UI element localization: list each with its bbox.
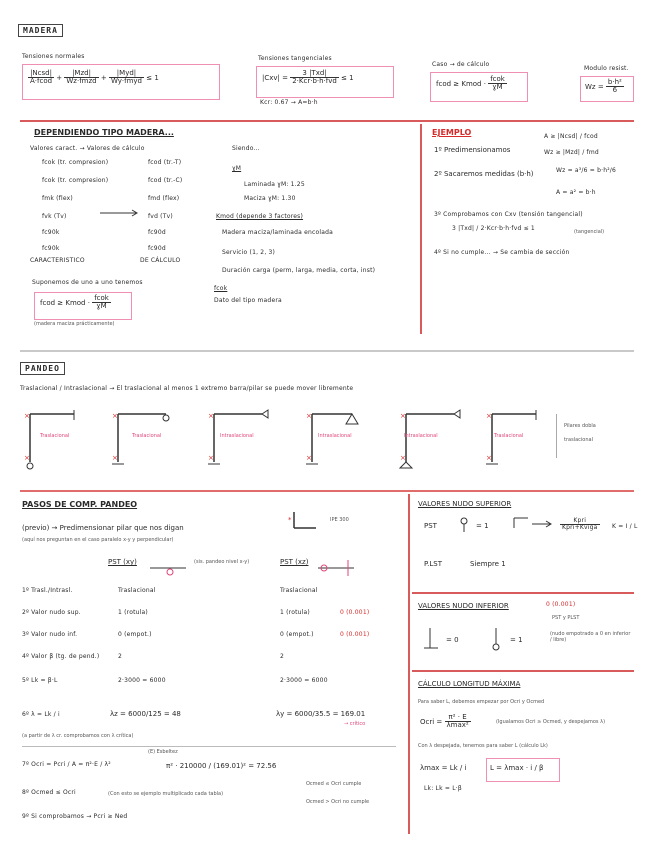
nudo-inf-v2: = 1 [510, 636, 523, 644]
pst-xz-label: PST (xz) [280, 558, 309, 566]
divider-v2 [408, 494, 410, 834]
pasos-row-a: 1 (rotula) [118, 609, 148, 616]
frame-diagram-1 [22, 410, 82, 472]
kmod-row: Duración carga (perm, larga, media, corta, inst) [222, 267, 376, 274]
lambda-a: λz = 6000/125 = 48 [110, 710, 181, 718]
ejemplo-step2-a: Wz = a³/6 = b·h²/6 [556, 167, 617, 174]
char-row: fc90k [42, 245, 60, 252]
nudo-sup-arrow [514, 516, 554, 532]
svg-text:×: × [400, 412, 406, 420]
lambda-b-note: → crítico [344, 721, 366, 727]
pandeo-box-label: Caso → de cálculo [432, 61, 490, 68]
pasos-row-b: 2 [280, 653, 285, 660]
pasos-row-a: Traslacional [118, 587, 156, 594]
calc-row: fvd (Tv) [148, 213, 173, 220]
char-row: fcok (tr. compresion) [42, 177, 109, 184]
pasos-row-b: 0 (empot.) [280, 631, 314, 638]
kmod-row: Servicio (1, 2, 3) [222, 249, 276, 256]
nudo-inf-note2: PST y PLST [552, 615, 580, 621]
pandeo-side-divider [556, 414, 557, 458]
calc-row: fcod (tr.-C) [148, 177, 183, 184]
nudo-sup-plst-val: Siempre 1 [470, 560, 506, 568]
svg-text:×: × [306, 454, 312, 462]
step7-mid: (E) Esbeltez [148, 749, 178, 755]
calculo-ocri: Ocri = $\frac{\text{π² · E}}{\text{λmax²}}$ [420, 713, 469, 730]
calc-row: fcod (tr.-T) [148, 159, 182, 166]
lambda-note: (a partir de λ cr. comprobamos con λ crítica) [22, 733, 134, 739]
pst-xz-diagram [318, 560, 358, 580]
char-row: fvk (Tv) [42, 213, 67, 220]
divider-4 [412, 592, 634, 594]
pst-xy-diagram [150, 560, 190, 580]
nudo-sup-pst: PST [424, 522, 437, 530]
pasos-row-b: Traslacional [280, 587, 318, 594]
pasos-title: PASOS DE COMP. PANDEO [22, 500, 138, 509]
divider-3 [20, 490, 634, 492]
pasos-row-b: 2·3000 = 6000 [280, 677, 328, 684]
nudo-sup-k: K = I / L [612, 523, 638, 530]
section-title-madera: MADERA [18, 24, 63, 37]
pandeo-intro: Traslacional / Intraslacional → El traslacional al menos 1 extremo barra/pilar se puede mover libremente [20, 385, 354, 392]
ejemplo-step3-note: (tangencial) [574, 229, 605, 235]
frame-diagram-4 [304, 410, 368, 472]
nudo-sup-pst-val: = 1 [476, 522, 489, 530]
kmod-row: Madera maciza/laminada encolada [222, 229, 333, 236]
tangencial-formula: |Cxv| = $\frac{\text{3 |Txd|}}{\text{2·Kcr·b·h·fvd}}$ ≤ 1 [262, 69, 354, 86]
ejemplo-step2-b: A = a² = b·h [556, 189, 596, 196]
tangencial-note: Kcr: 0.67 → A=b·h [260, 99, 318, 106]
pasos-row-label: 3º Valor nudo inf. [22, 631, 78, 638]
lambda-label: 6º λ = Lk / i [22, 711, 60, 718]
step7: 7º Ocri = Pcri / A = π²·E / λ² [22, 761, 111, 768]
frame-label: Intraslacional [404, 433, 438, 439]
pasos-table [22, 588, 402, 698]
ejemplo-step1-b: Wz ≥ |Mzd| / fmd [544, 149, 599, 156]
ejemplo-step4: 4º Si no cumple... → Se cambia de sección [434, 249, 570, 256]
pasos-row-a: 2 [118, 653, 123, 660]
calc-row: fc90d [148, 245, 166, 252]
frame-diagram-5 [398, 410, 462, 472]
calculo-line2: Con λ despejada, tenemos para saber L (cálculo Lk) [418, 743, 548, 749]
char-label: CARACTERISTICO [30, 257, 85, 264]
nudo-sup-title: VALORES NUDO SUPERIOR [418, 500, 512, 508]
frame-label: Intraslacional [220, 433, 254, 439]
pasos-row-a: 2·3000 = 6000 [118, 677, 166, 684]
ejemplo-step1-a: A ≥ |Ncsd| / fcod [544, 133, 598, 140]
calculo-ocri-note: (Igualamos Ocri ≥ Ocmed, y despejamos λ) [496, 719, 606, 725]
char-row: fcok (tr. compresion) [42, 159, 109, 166]
svg-text:×: × [400, 454, 406, 462]
ejemplo-step3-formula: 3 |Txd| / 2·Kcr·b·h·fvd ≤ 1 [452, 225, 535, 232]
depende-subtitle: Valores caract. → Valores de cálculo [30, 145, 145, 152]
svg-text:×: × [112, 454, 118, 462]
normal-formula: $\frac{\text{|Ncsd|}}{\text{A·fcod}}$ + $\frac{\text{|Mzd|}}{\text{Wz·fmzd}}$ + $\frac{\text{|Myd|}}{\text{Wy·fmyd}}$ ≤ 1 [30, 69, 159, 86]
char-row: fc90k [42, 229, 60, 236]
divider-1 [20, 120, 634, 122]
divider-5 [412, 670, 634, 672]
svg-text:×: × [486, 412, 492, 420]
tangencial-label: Tensiones tangenciales [258, 55, 332, 62]
char-row: fmk (flex) [42, 195, 73, 202]
ipe-profile-icon [290, 510, 320, 530]
lambda-b: λy = 6000/35.5 = 169.01 [276, 710, 366, 718]
pandeo-side-note: Pilares dobla [564, 423, 596, 429]
calc-label: DE CÁLCULO [140, 257, 181, 264]
calc-row: fc90d [148, 229, 166, 236]
divider-2 [20, 350, 634, 352]
nudo-sup-frac: $\frac{\text{Kpri}}{\text{Kpri+Kviga}}$ [562, 517, 598, 532]
pasos-row-label: 5º Lk = β·L [22, 677, 58, 684]
calculo-lmax: λmax = Lk / i [420, 764, 467, 772]
svg-text:×: × [306, 412, 312, 420]
depende-title: DEPENDIENDO TIPO MADERA... [34, 128, 174, 137]
svg-text:×: × [112, 412, 118, 420]
nudo-inf-fixed-icon [424, 628, 444, 656]
modulo-label: Modulo resist. [584, 65, 629, 72]
pasos-previo-note: (aquí nos preguntan en el caso paralelo x-y y perpendicular) [22, 537, 174, 543]
step9: 9º Si comprobamos → Pcri ≥ Ned [22, 813, 128, 820]
svg-text:×: × [24, 412, 30, 420]
frame-diagram-2 [110, 410, 174, 472]
lambda-bracket [22, 746, 396, 747]
nudo-inf-note3: (nudo empotrado a 0 en inferior / libre) [550, 631, 631, 643]
svg-text:*: * [288, 516, 292, 524]
formula-label: Suponemos de uno a uno tenemos [32, 279, 143, 286]
normal-label: Tensiones normales [22, 53, 85, 60]
formula: fcod ≥ Kmod · $\frac{\text{fcok}}{\text{ɣM}}$ [40, 294, 109, 311]
frame-label: Traslacional [494, 433, 524, 439]
step8-b: Ocmed > Ocri no cumple [306, 799, 370, 805]
frame-label: Traslacional [40, 433, 70, 439]
pasos-row-label: 1º Trasl./Intrasl. [22, 587, 73, 594]
ejemplo-step2: 2º Sacaremos medidas (b·h) [434, 170, 534, 178]
gamma-row: Laminada ɣM: 1.25 [244, 181, 305, 188]
pst-xy-note: (sis. pandeo nivel x-y) [194, 559, 250, 565]
section-title-pandeo: PANDEO [20, 362, 65, 375]
gamma-label: ɣM [232, 165, 242, 172]
siendo-label: Siendo... [232, 145, 260, 152]
pandeo-side-note: traslacional [564, 437, 593, 443]
pasos-previo: (previo) → Predimensionar pilar que nos digan [22, 524, 184, 532]
svg-text:×: × [208, 412, 214, 420]
pst-xy-label: PST (xy) [108, 558, 137, 566]
nudo-sup-plst: P.LST [424, 560, 442, 568]
calc-row: fmd (flex) [148, 195, 180, 202]
ejemplo-step1: 1º Predimensionamos [434, 146, 511, 154]
step7-result: π² · 210000 / (169.01)² = 72.56 [166, 762, 277, 770]
kmod-label: Kmod (depende 3 factores) [216, 213, 304, 220]
ejemplo-step3: 3º Comprobamos con Cxv (tensión tangencial) [434, 211, 583, 218]
fcok-label: fcok [214, 285, 228, 292]
calculo-lk: Lk: Lk = L·β [424, 785, 462, 792]
pasos-row-a: 0 (empot.) [118, 631, 152, 638]
pasos-row-label: 4º Valor β (tg. de pend.) [22, 653, 100, 660]
modulo-formula: Wz = $\frac{\text{b·h²}}{6}$ [585, 78, 622, 95]
frame-label: Traslacional [132, 433, 162, 439]
frame-diagram-6 [484, 410, 548, 472]
calculo-line1: Para saber L, debemos empezar por Ocri y Ocmed [418, 699, 545, 705]
calculo-title: CÁLCULO LONGITUD MÁXIMA [418, 680, 521, 688]
nudo-inf-v1: = 0 [446, 636, 459, 644]
calculo-lres: L = λmax · i / β [490, 764, 544, 772]
ejemplo-title: EJEMPLO [432, 128, 472, 137]
pasos-row-c: 0 (0.001) [340, 631, 370, 638]
frame-diagram-3 [206, 410, 270, 472]
nudo-sup-icon [458, 516, 472, 532]
svg-text:×: × [208, 454, 214, 462]
fcok-desc: Dato del tipo madera [214, 297, 282, 304]
gamma-row: Maciza ɣM: 1.30 [244, 195, 296, 202]
pasos-row-b: 1 (rotula) [280, 609, 310, 616]
pasos-row-label: 2º Valor nudo sup. [22, 609, 81, 616]
svg-text:×: × [24, 454, 30, 462]
step8: 8º Ocmed ≤ Ocri [22, 789, 76, 796]
frame-label: Intraslacional [318, 433, 352, 439]
step8-note: (Con esto se ejemplo multiplicado cada tabla) [108, 791, 224, 797]
ipe-ref: IPE 300 [330, 517, 349, 523]
nudo-inf-red-note: 0 (0.001) [546, 601, 576, 608]
formula-note: (madera maciza prácticamente) [34, 321, 115, 327]
divider-v1 [420, 124, 422, 334]
pasos-row-c: 0 (0.001) [340, 609, 370, 616]
step8-a: Ocmed ≤ Ocri cumple [306, 781, 362, 787]
svg-text:×: × [486, 454, 492, 462]
nudo-inf-pin-icon [490, 628, 510, 656]
arrow-right [100, 208, 140, 218]
pandeo-box-formula: fcod ≥ Kmod · $\frac{\text{fcok}}{\text{ɣM}}$ [436, 75, 505, 92]
nudo-inf-title: VALORES NUDO INFERIOR [418, 602, 509, 610]
